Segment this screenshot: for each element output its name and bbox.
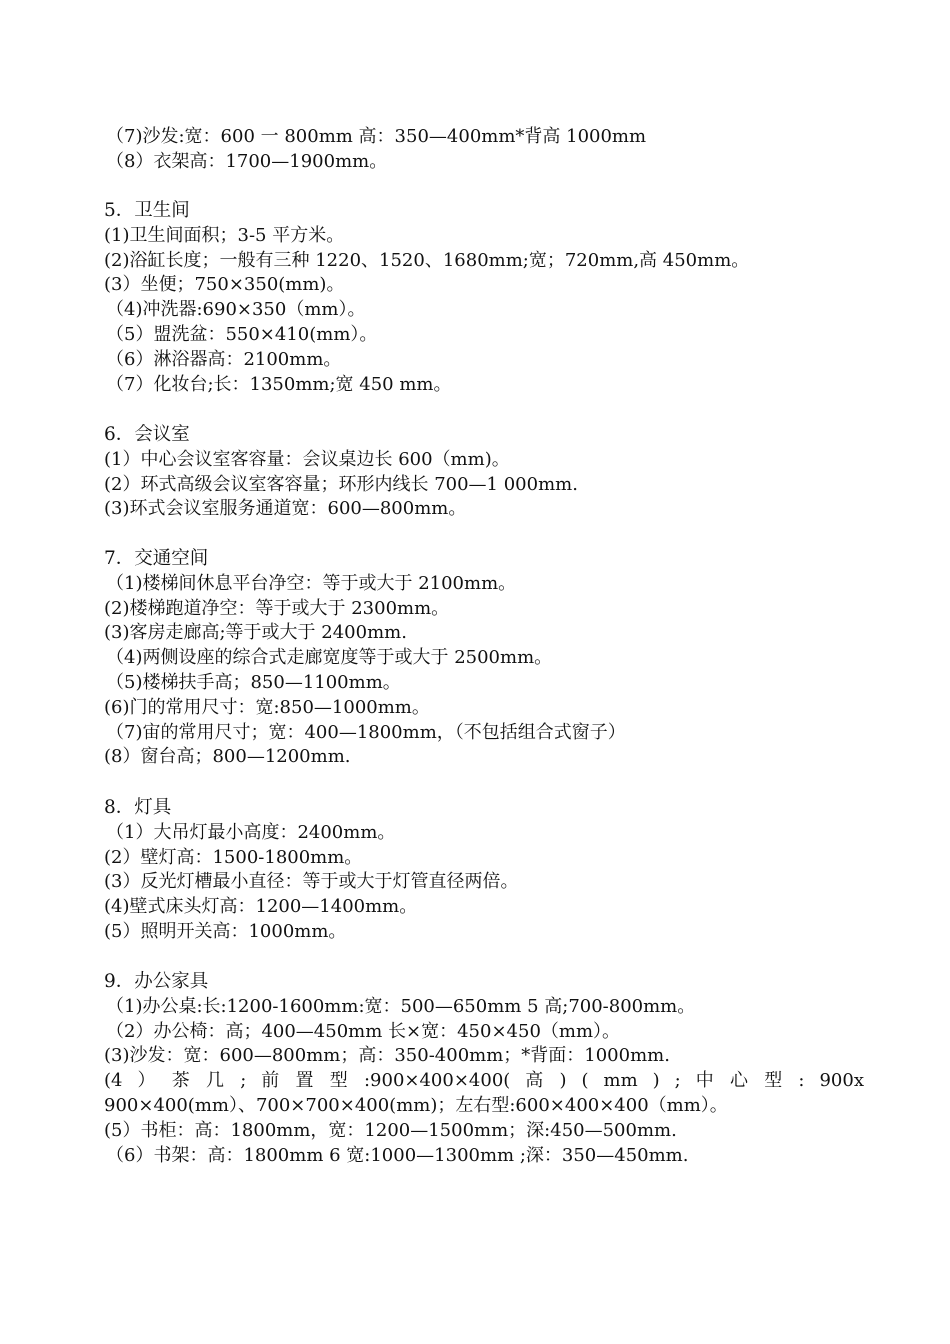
section-bathroom (104, 199, 864, 397)
list-item: （8）衣架高：1700—1900mm。 (106, 150, 388, 172)
list-item: 900×400(mm）、700×700×400(mm)；左右型:600×400×400（mm）。 (104, 1094, 728, 1116)
section-heading: 9．办公家具 (104, 971, 209, 992)
list-item: (4 ） 茶 几 ; 前 置 型 :900×400×400( 高 ) ( mm ) ; 中 心 型 : 900x (104, 1070, 864, 1092)
list-item: (2）环式高级会议室客容量；环形内线长 700—1 000mm. (104, 473, 578, 495)
list-item: （1)办公桌:长:1200-1600mm:宽：500—650mm 5 高;700-800mm。 (106, 995, 696, 1017)
list-item: (3)客房走廊高;等于或大于 2400mm. (104, 622, 407, 644)
list-item: （7）化妆台;长：1350mm;宽 450 mm。 (106, 373, 452, 395)
list-item: （1)楼梯间休息平台净空：等于或大于 2100mm。 (106, 572, 517, 594)
list-item: (5）书柜：高：1800mm，宽：1200—1500mm；深:450—500mm. (104, 1119, 677, 1141)
list-item: （5)楼梯扶手高；850—1100mm。 (106, 671, 401, 693)
section-circulation-space (104, 547, 864, 770)
list-item: （6）淋浴器高：2100mm。 (106, 348, 342, 370)
list-item: （7)宙的常用尺寸；宽：400—1800mm，（不包括组合式窗子） (106, 721, 626, 743)
list-item: (2)楼梯跑道净空：等于或大于 2300mm。 (104, 597, 450, 619)
section-heading: 6．会议室 (104, 424, 190, 445)
list-item: （4)冲洗器:690×350（mm）。 (106, 299, 366, 321)
list-item: (2）壁灯高：1500-1800mm。 (104, 846, 363, 868)
list-item: （4)两侧设座的综合式走廊宽度等于或大于 2500mm。 (106, 647, 553, 669)
list-item: (8）窗台高；800—1200mm. (104, 746, 351, 768)
section-office-furniture (104, 970, 864, 1168)
section-heading: 7．交通空间 (104, 548, 209, 569)
list-item: （1）大吊灯最小高度：2400mm。 (106, 821, 396, 843)
list-item: (3）反光灯槽最小直径：等于或大于灯管直径两倍。 (104, 871, 519, 893)
list-item: （2）办公椅：高；400—450mm 长×宽：450×450（mm）。 (106, 1020, 621, 1042)
list-item: (1）中心会议室客容量：会议桌边长 600（mm)。 (104, 448, 510, 470)
list-item: (4)壁式床头灯高：1200—1400mm。 (104, 896, 418, 918)
list-item: (3)环式会议室服务通道宽：600—800mm。 (104, 498, 467, 520)
section-lighting (104, 796, 864, 945)
list-item: （7)沙发:宽：600 一 800mm 高：350—400mm*背高 1000mm (106, 126, 647, 147)
list-item: (3)沙发：宽：600—800mm；高：350-400mm；*背面：1000mm. (104, 1045, 670, 1067)
list-item: （6）书架：高：1800mm 6 宽:1000—1300mm ;深：350—450mm. (106, 1144, 689, 1166)
list-item: (1)卫生间面积；3-5 平方米。 (104, 224, 345, 246)
list-item: （5）盟洗盆：550×410(mm）。 (106, 323, 378, 345)
list-item: (5）照明开关高：1000mm。 (104, 920, 347, 942)
list-item: (3）坐便；750×350(mm)。 (104, 274, 345, 296)
section-heading: 8．灯具 (104, 797, 172, 818)
section-sofa-coatrack (104, 125, 864, 175)
section-meeting-room (104, 423, 864, 522)
section-heading: 5．卫生间 (104, 200, 190, 221)
list-item: (2)浴缸长度；一般有三种 1220、1520、1680mm;宽；720mm,高 450mm。 (104, 249, 750, 271)
list-item: (6)门的常用尺寸：宽:850—1000mm。 (104, 696, 430, 718)
